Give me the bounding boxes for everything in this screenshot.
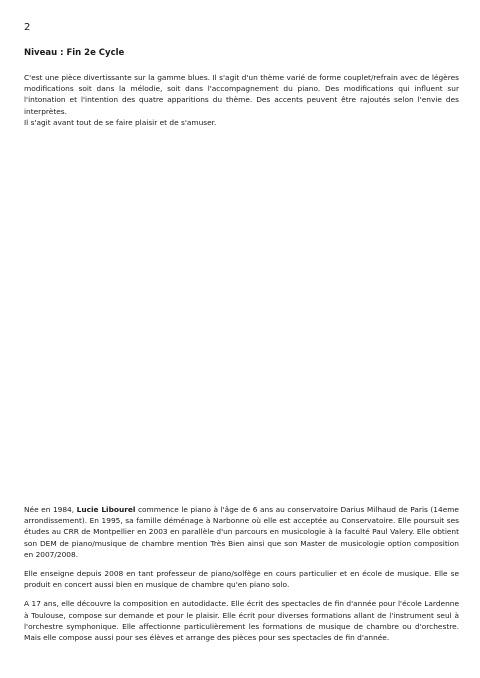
composer-biography <box>24 504 459 651</box>
page-number: 2 <box>24 22 31 33</box>
bio-paragraph: A 17 ans, elle découvre la composition en autodidacte. Elle écrit des spectacles de fin d'année pour l'école Lardenne à Toulouse, compose sur demande et pour le plaisir. Elle écrit pour diverses formations allant de l'instrument seul à l'orchestre symphonique. Elle affectionne particulièrement les formations de musique de chambre ou d'orchestre. Mais elle compose aussi pour ses élèves et arrange des pièces pour ses spectacles de fin d'année. <box>24 599 459 643</box>
bio-text: Née en 1984, <box>24 505 77 514</box>
description-paragraph: Il s'agit avant tout de se faire plaisir et de s'amuser. <box>24 117 217 127</box>
bio-paragraph: Elle enseigne depuis 2008 en tant professeur de piano/solfège en cours particulier et en école de musique. Elle se produit en concert aussi bien en musique de chambre qu'en piano solo. <box>24 569 459 590</box>
description-paragraph: C'est une pièce divertissante sur la gamme blues. Il s'agit d'un thème varié de forme couplet/refrain avec de légères modifications soit dans la mélodie, soit dans l'accompagnement du piano. Des modifications qui influent sur l'intonation et l'intention des quatre apparitions du thème. Des accents peuvent être rajoutés selon l'envie des interprètes. <box>24 73 459 116</box>
bio-text: commence le piano à l'âge de 6 ans au conservatoire Darius Milhaud de Paris (14eme arrondissement). En 1995, sa famille déménage à Narbonne où elle est acceptée au Conservatoire. Elle poursuit ses études au CRR de Montpellier en 2003 en parallèle d'un parcours en musicologie à la faculté Paul Valery. Elle obtient son DEM de piano/musique de chambre mention Très Bien ainsi que son Master de musicologie option composition en 2007/2008. <box>24 505 459 559</box>
piece-description <box>24 72 459 128</box>
bio-paragraph <box>24 504 459 560</box>
level-heading: Niveau : Fin 2e Cycle <box>24 48 125 58</box>
composer-name: Lucie Libourel <box>76 505 136 514</box>
